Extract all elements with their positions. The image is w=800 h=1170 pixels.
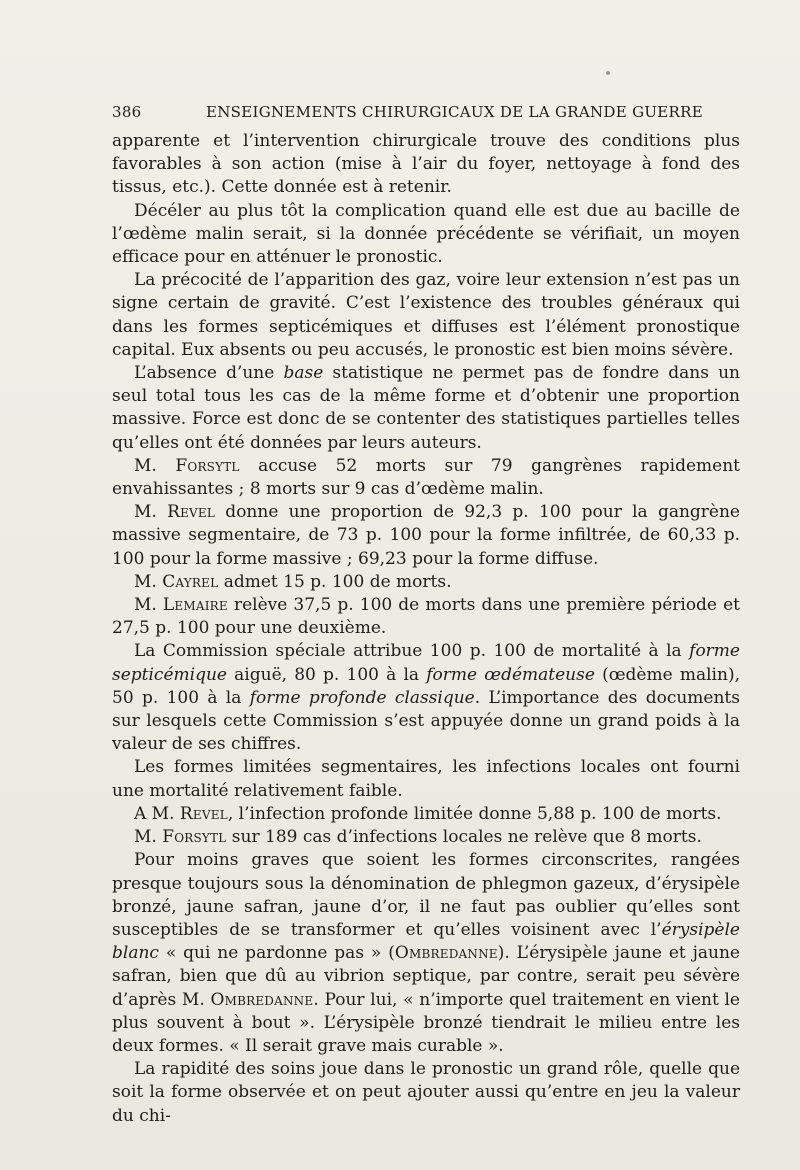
statistics-italic-base: base [283, 363, 324, 384]
circumscribed-italic-erysipele: érysipèle blanc [112, 919, 740, 964]
lemaire-author: Lemaire [162, 595, 228, 616]
statistics-text-end: statistique ne permet pas de fondre dans un seul total tous les cas de la même forme et d’obtenir une proportion massive. Force est donc de se contenter des statistiques partielles telles qu’elles ont été données par leurs auteurs. [112, 363, 740, 453]
revel-2-text: , l’infection profonde limitée donne 5,88 p. 100 de morts. [227, 803, 722, 824]
forsytl-1-text: accuse 52 morts sur 79 gangrènes rapidement envahissantes ; 8 morts sur 9 cas d’œdème malin. [112, 455, 740, 500]
revel-2-author: Revel [179, 803, 228, 824]
lemaire-text: relève 37,5 p. 100 de morts dans une première période et 27,5 p. 100 pour une deuxième. [112, 595, 740, 639]
paragraph-statistics [112, 362, 740, 455]
circumscribed-text-a: Pour moins graves que soient les formes circonscrites, rangées presque toujours sous la dénomination de phlegmon gazeux, d’érysipèle bronzé, jaune safran, jaune d’or, il ne faut pas oublier qu’elles sont susceptibles de se transformer et qu’elles voisinent avec l’ [112, 850, 740, 940]
circumscribed-text-d: . Pour lui, « n’importe quel traitement en vient le plus souvent à bout ». L’érysipèle bronzé tiendrait le milieu entre les deux formes. « Il serait grave mais curable ». [112, 989, 740, 1056]
revel-1-author: Revel [167, 502, 216, 523]
revel-2-prefix: A M. [134, 803, 180, 824]
paragraph-detection: Décéler au plus tôt la complication quand elle est due au bacille de l’œdème malin serait, si la donnée précédente se vérifiait, un moyen efficace pour en atténuer le pronostic. [112, 200, 740, 268]
forsytl-2-text: sur 189 cas d’infections locales ne relève que 8 morts. [226, 827, 702, 848]
commission-text-c: (œdème malin), 50 p. 100 à la [112, 664, 740, 708]
revel-1-prefix: M. [134, 502, 168, 523]
page-header [112, 102, 744, 122]
circumscribed-author-2: Ombredanne [210, 989, 314, 1010]
forsytl-2-author: Forsytl [162, 827, 227, 848]
circumscribed-author-1: Ombredanne [394, 943, 498, 964]
body-text [112, 130, 740, 1128]
paragraph-limited-forms: Les formes limitées segmentaires, les infections locales ont fourni une mortalité relativement faible. [112, 757, 740, 801]
paragraph-circumscribed-forms [112, 849, 740, 1058]
forsytl-1-prefix: M. [134, 455, 176, 476]
paragraph-continuation: apparente et l’intervention chirurgicale trouve des conditions plus favorables à son action (mise à l’air du foyer, nettoyage à fond des tissus, etc.). Cette donnée est à retenir. [112, 131, 740, 198]
page-number: 386 [112, 103, 142, 121]
paragraph-forsytl-1 [112, 455, 740, 501]
cayrel-text: admet 15 p. 100 de morts. [218, 571, 452, 592]
paragraph-revel-1 [112, 501, 740, 571]
commission-italic-profonde: forme profonde classique [249, 687, 475, 708]
cayrel-author: Cayrel [162, 571, 219, 592]
paragraph-gas-precocity: La précocité de l’apparition des gaz, voire leur extension n’est pas un signe certain de gravité. C’est l’existence des troubles généraux qui dans les formes septicémiques et diffuses est l’élément pronostique capital. Eux absents ou peu accusés, le pronostic est bien moins sévère. [112, 270, 740, 360]
lemaire-prefix: M. [134, 595, 163, 616]
forsytl-1-author: Forsytl [175, 455, 240, 476]
paragraph-revel-2 [112, 803, 740, 826]
circumscribed-text-c: ). L’érysipèle jaune et jaune safran, bien que dû au vibrion septique, par contre, serait peu sévère d’après M. [112, 943, 740, 1010]
paragraph-lemaire [112, 594, 740, 640]
commission-italic-oedemateuse: forme œdémateuse [426, 664, 595, 685]
paragraph-forsytl-2 [112, 826, 740, 849]
commission-text-a: La Commission spéciale attribue 100 p. 100 de mortalité à la [134, 641, 690, 662]
paragraph-cayrel [112, 571, 740, 594]
circumscribed-text-b: « qui ne pardonne pas » ( [158, 943, 395, 964]
paragraph-care-speed: La rapidité des soins joue dans le pronostic un grand rôle, quelle que soit la forme observée et on peut ajouter aussi qu’entre en jeu la valeur du chi- [112, 1059, 740, 1126]
ink-speck [606, 71, 610, 75]
commission-italic-septicemique: forme septicémique [112, 641, 740, 685]
cayrel-prefix: M. [134, 571, 163, 592]
revel-1-text: donne une proportion de 92,3 p. 100 pour la gangrène massive segmentaire, de 73 p. 100 pour la forme infiltrée, de 60,33 p. 100 pour la forme massive ; 69,23 pour la forme diffuse. [112, 502, 740, 569]
commission-text-b: aiguë, 80 p. 100 à la [226, 664, 427, 685]
commission-text-d: . L’importance des documents sur lesquels cette Commission s’est appuyée donne un grand poids à la valeur de ses chiffres. [112, 687, 740, 755]
running-title: ENSEIGNEMENTS CHIRURGICAUX DE LA GRANDE GUERRE [206, 103, 703, 121]
paragraph-commission [112, 640, 740, 756]
statistics-text-start: L’absence d’une [134, 363, 284, 384]
forsytl-2-prefix: M. [134, 827, 163, 848]
